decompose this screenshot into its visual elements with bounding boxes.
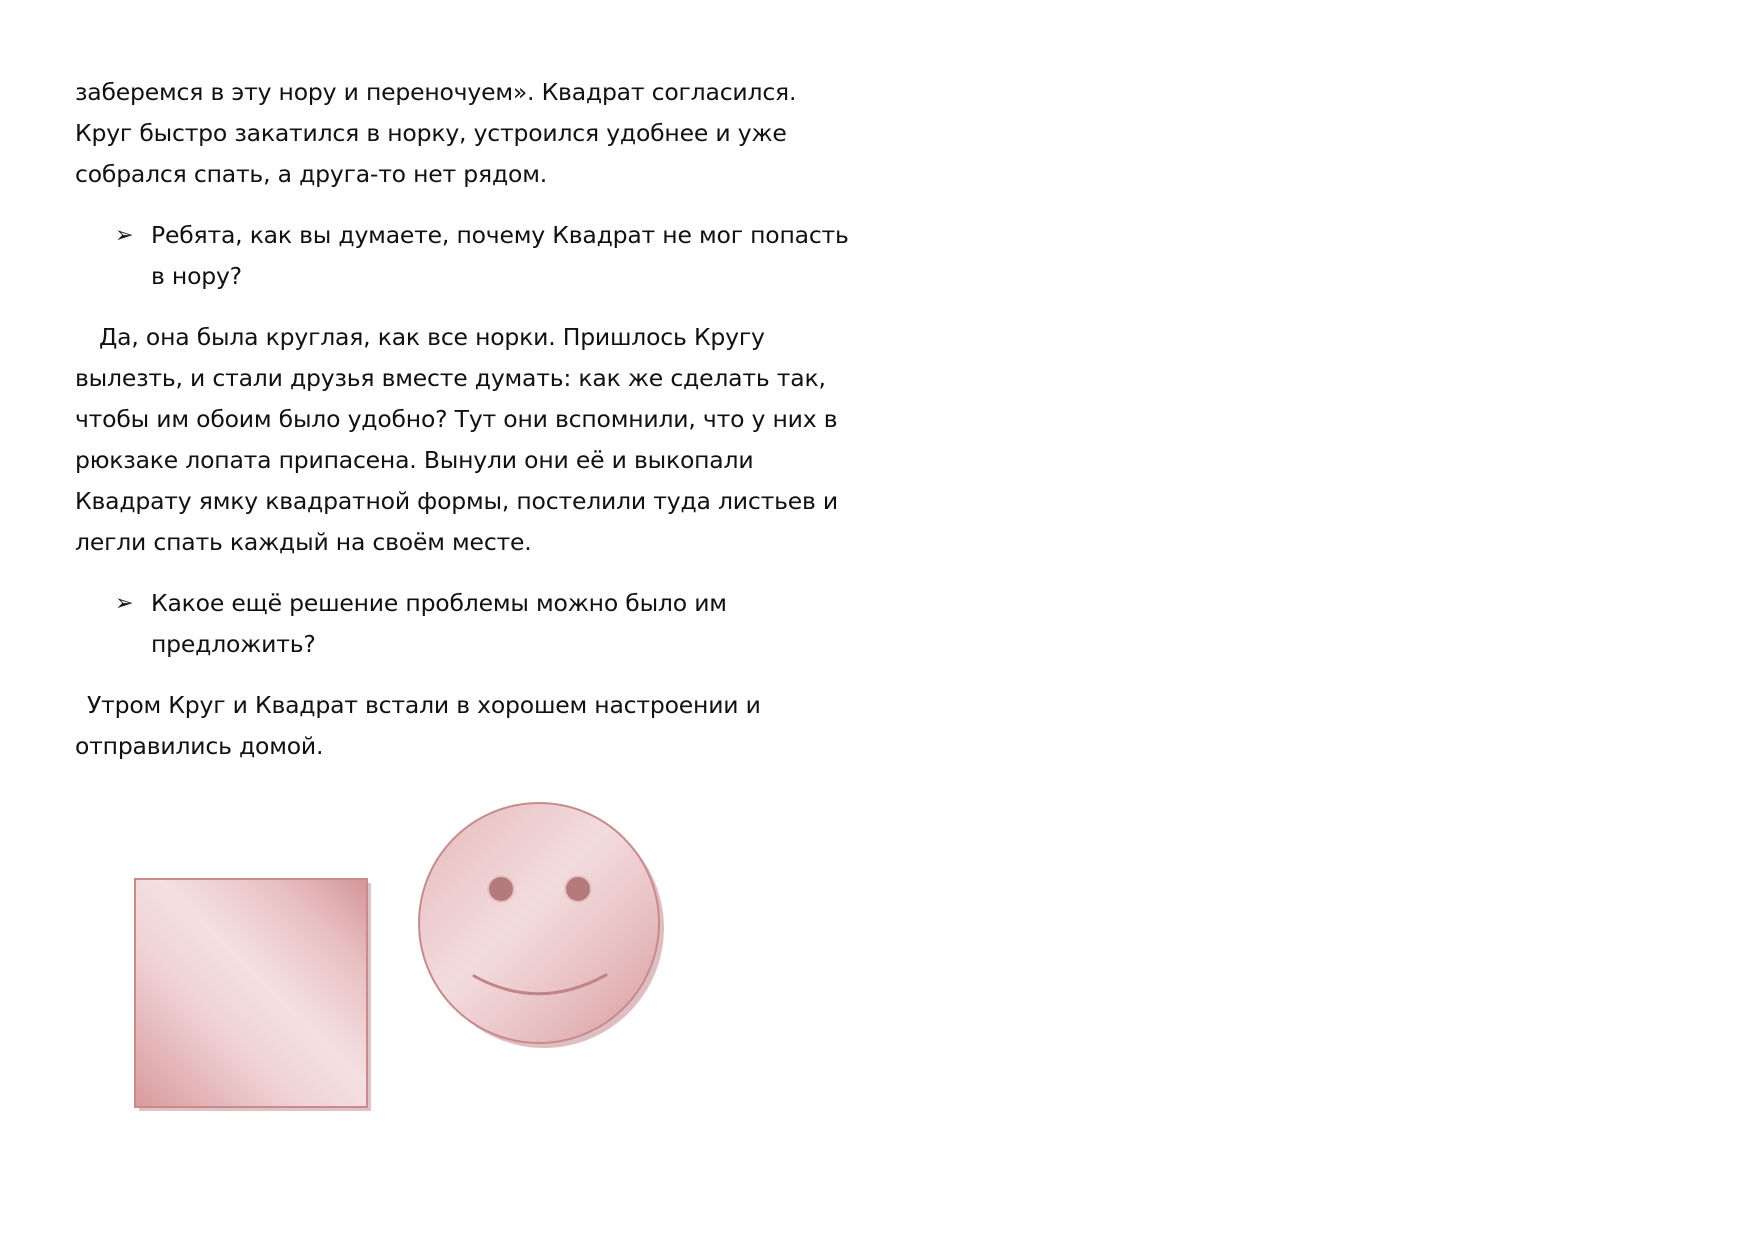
- story-paragraph-2: Да, она была круглая, как все норки. Пришлось Кругу вылезть, и стали друзья вместе думать: как же сделать так, чтобы им обоим было удобно? Тут они вспомнили, что у них в рюкзаке лопата припасена. Вынули они её и выкопали Квадрату ямку квадратной формы, постелили туда листьев и легли спать каждый на своём месте.: [75, 323, 838, 556]
- story-paragraph-3: Утром Круг и Квадрат встали в хорошем настроении и отправились домой.: [75, 691, 761, 760]
- smile-mouth: [474, 975, 606, 994]
- story-paragraph-1: заберемся в эту нору и переночуем». Квадрат согласился. Круг быстро закатился в норку, устроился удобнее и уже собрался спать, а друга-то нет рядом.: [75, 78, 797, 188]
- question-bullet-1: [75, 215, 850, 297]
- right-eye: [565, 876, 591, 902]
- arrow-bullet-icon: ➢: [115, 591, 134, 616]
- story-text: [75, 72, 850, 767]
- question-text-2: Какое ещё решение проблемы можно было им предложить?: [151, 589, 727, 658]
- left-eye: [488, 876, 514, 902]
- question-text-1: Ребята, как вы думаете, почему Квадрат не мог попасть в нору?: [151, 221, 849, 290]
- pink-square-illustration: [135, 879, 371, 1111]
- arrow-bullet-icon: ➢: [115, 223, 134, 248]
- smiling-circle-illustration: [419, 803, 664, 1048]
- question-bullet-2: [75, 583, 850, 665]
